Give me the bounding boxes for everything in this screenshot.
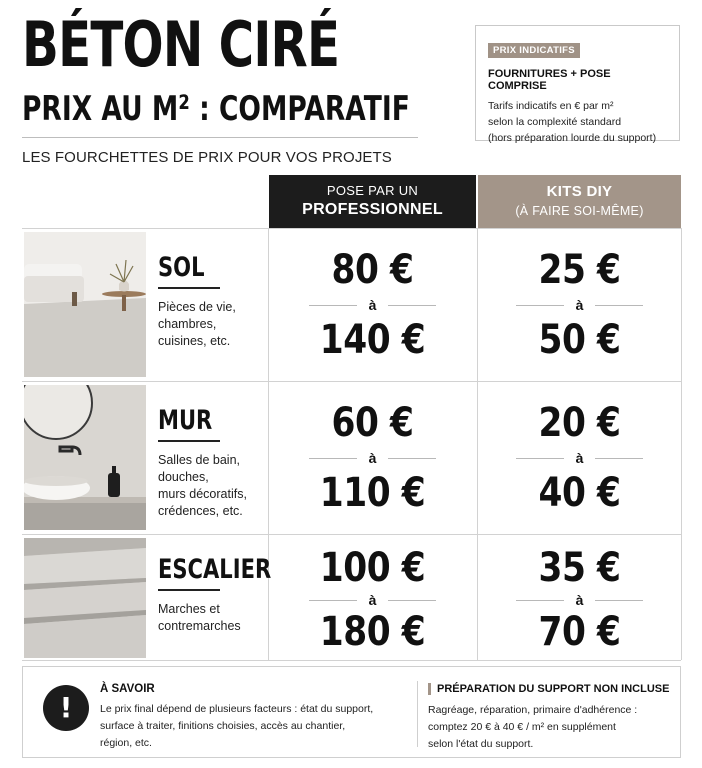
price-diy-mur (478, 400, 681, 516)
price-max: 180 € (319, 609, 426, 655)
price-separator (269, 592, 476, 608)
row-description-line: crédences, etc. (158, 504, 243, 518)
preparation-text (428, 702, 673, 753)
row-description-line: Marches et (158, 602, 220, 616)
price-separator (269, 297, 476, 313)
row-label-mur (158, 407, 247, 520)
info-body (488, 98, 667, 146)
column-header-diy (478, 175, 681, 228)
separator-text: à (575, 592, 584, 608)
page-tagline: LES FOURCHETTES DE PRIX POUR VOS PROJETS (22, 149, 392, 166)
info-line: Tarifs indicatifs en € par m² (488, 100, 614, 112)
info-box (475, 25, 680, 144)
price-min: 25 € (538, 247, 621, 293)
column-header-diy-line1: KITS DIY (546, 183, 613, 200)
row-name: MUR (158, 405, 213, 436)
separator-text: à (368, 297, 377, 313)
info-line: (hors préparation lourde du support) (488, 132, 657, 144)
column-header-pro-line2: PROFESSIONNEL (302, 201, 443, 218)
row-divider (22, 381, 681, 382)
info-heading: FOURNITURES + POSE COMPRISE (488, 68, 611, 92)
notes-divider (417, 681, 418, 747)
price-diy-escalier (478, 545, 681, 655)
row-description-line: murs décoratifs, (158, 487, 247, 501)
separator-text: à (575, 450, 584, 466)
row-label-sol (158, 254, 236, 350)
row-description (158, 452, 247, 520)
row-divider (22, 534, 681, 535)
row-description-line: cuisines, etc. (158, 334, 231, 348)
price-min: 35 € (538, 545, 621, 591)
row-description-line: Salles de bain, (158, 453, 241, 467)
price-max: 70 € (538, 609, 621, 655)
price-separator (269, 450, 476, 466)
info-tag: PRIX INDICATIFS (488, 43, 580, 58)
row-divider (22, 660, 681, 661)
price-max: 40 € (538, 470, 621, 516)
savoir-note (100, 683, 400, 752)
price-min: 80 € (331, 247, 414, 293)
warning-icon: ! (43, 685, 89, 731)
row-name: SOL (158, 252, 205, 283)
row-description-line: contremarches (158, 619, 241, 633)
separator-text: à (575, 297, 584, 313)
savoir-line: surface à traiter, finitions choisies, accès au chantier, (100, 720, 346, 732)
escalier-photo (24, 538, 146, 658)
row-description-line: chambres, (158, 317, 217, 331)
price-pro-sol (269, 247, 476, 363)
savoir-heading: À SAVOIR (100, 683, 155, 695)
row-name: ESCALIER (158, 554, 272, 585)
price-pro-mur (269, 400, 476, 516)
row-description (158, 299, 236, 350)
row-description-line: Pièces de vie, (158, 300, 236, 314)
preparation-note (428, 683, 673, 753)
sol-photo (24, 232, 146, 377)
price-min: 60 € (331, 400, 414, 446)
price-separator (478, 592, 681, 608)
preparation-line: comptez 20 € à 40 € / m² en supplément (428, 721, 616, 733)
row-name-underline (158, 589, 220, 591)
price-max: 110 € (319, 470, 426, 516)
notes-box (22, 666, 681, 758)
row-description-line: douches, (158, 470, 209, 484)
price-separator (478, 450, 681, 466)
row-name-underline (158, 287, 220, 289)
row-divider (22, 228, 681, 229)
separator-text: à (368, 592, 377, 608)
savoir-line: région, etc. (100, 737, 152, 749)
mur-photo (24, 385, 146, 530)
price-separator (478, 297, 681, 313)
title-divider (22, 137, 418, 138)
preparation-line: Ragréage, réparation, primaire d'adhérence : (428, 704, 638, 716)
page-subtitle: PRIX AU M² : COMPARATIF (22, 89, 410, 129)
info-line: selon la complexité standard (488, 116, 622, 128)
page-title: BÉTON CIRÉ (22, 8, 340, 81)
price-diy-sol (478, 247, 681, 363)
savoir-line: Le prix final dépend de plusieurs facteurs : état du support, (100, 703, 374, 715)
separator-text: à (368, 450, 377, 466)
savoir-text (100, 701, 400, 752)
price-min: 20 € (538, 400, 621, 446)
column-divider (681, 228, 682, 660)
price-pro-escalier (269, 545, 476, 655)
column-header-pro-line1: POSE PAR UN (326, 183, 419, 198)
row-name-underline (158, 440, 220, 442)
price-max: 140 € (319, 317, 426, 363)
preparation-heading: PRÉPARATION DU SUPPORT NON INCLUSE (428, 683, 673, 695)
column-header-pro (269, 175, 476, 228)
price-min: 100 € (319, 545, 426, 591)
preparation-line: selon l'état du support. (428, 738, 534, 750)
price-max: 50 € (538, 317, 621, 363)
column-header-diy-line2: (À FAIRE SOI-MÊME) (515, 204, 644, 218)
